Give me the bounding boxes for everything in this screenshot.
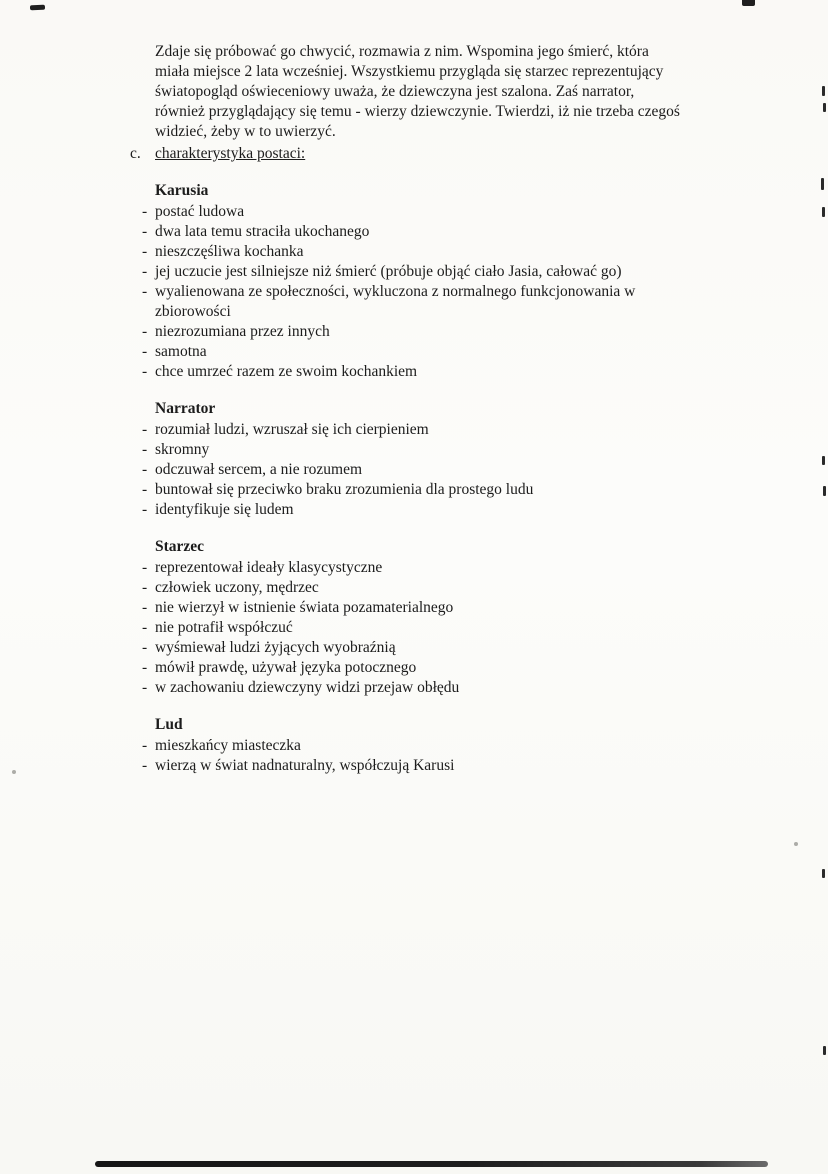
list-item-text: wyalienowana ze społeczności, wykluczona z normalnego funkcjonowania w zbiorowości [155,283,636,320]
scan-artifact-bottom-bar [95,1161,768,1167]
bullet-dash: - [142,223,148,240]
list-item [130,202,682,222]
list-item-text: jej uczucie jest silniejsze niż śmierć (próbuje objąć ciało Jasia, całować go) [155,263,622,280]
section-title: Starzec [155,538,205,555]
bullet-dash: - [142,441,148,458]
section-title: Lud [155,716,183,733]
scan-artifact-edge-mark [822,456,825,465]
list-item [130,578,682,598]
list-item-text: reprezentował ideały klasycystyczne [155,559,383,576]
scan-artifact-edge-mark [821,178,824,190]
list-item-text: skromny [155,441,210,458]
bullet-dash: - [142,659,148,676]
scan-artifact-edge-mark [822,86,825,96]
list-item [130,342,682,362]
bullet-dash: - [142,501,148,518]
bullet-dash: - [142,757,148,774]
list-item [130,736,682,756]
list-item-text: w zachowaniu dziewczyny widzi przejaw obłędu [155,679,460,696]
bullet-dash: - [142,639,148,656]
list-item [130,440,682,460]
bullet-dash: - [142,559,148,576]
bullet-dash: - [142,461,148,478]
list-item-text: rozumiał ludzi, wzruszał się ich cierpieniem [155,421,429,438]
list-item-text: samotna [155,343,207,360]
list-item-text: mieszkańcy miasteczka [155,737,301,754]
list-item-text: identyfikuje się ludem [155,501,294,518]
section-karusia [130,181,682,382]
bullet-dash: - [142,283,148,300]
bullet-dash: - [142,481,148,498]
document-body [130,42,682,776]
list-item [130,756,682,776]
bullet-dash: - [142,599,148,616]
list-item [130,658,682,678]
scan-artifact-edge-mark [822,207,825,217]
list-item-text: człowiek uczony, mędrzec [155,579,319,596]
list-item [130,558,682,578]
intro-paragraph: Zdaje się próbować go chwycić, rozmawia z nim. Wspomina jego śmierć, która miała miejsce 2 lata wcześniej. Wszystkiemu przygląda się starzec reprezentujący światopogląd oświeceniowy uważa, że dziewczyna jest szalona. Zaś narrator, również przyglądający się temu - wierzy dziewczynie. Twierdzi, iż nie trzeba czegoś widzieć, żeby w to uwierzyć. [155,43,680,140]
list-item-text: nie potrafił współczuć [155,619,293,636]
list-item-text: wierzą w świat nadnaturalny, współczują Karusi [155,757,455,774]
section-narrator [130,399,682,520]
list-item [130,598,682,618]
list-item [130,420,682,440]
scan-artifact-edge-mark [822,869,825,878]
list-item-text: mówił prawdę, używał języka potocznego [155,659,417,676]
bullet-dash: - [142,737,148,754]
bullet-dash: - [142,619,148,636]
section-title: Karusia [155,182,209,199]
list-item [130,638,682,658]
list-item [130,242,682,262]
list-item [130,222,682,242]
bullet-dash: - [142,243,148,260]
list-item [130,322,682,342]
scan-artifact-edge-mark [823,103,826,112]
section-heading: charakterystyka postaci: [155,145,306,162]
bullet-dash: - [142,323,148,340]
list-item [130,262,682,282]
section-starzec [130,537,682,698]
scan-artifact-top-left [30,5,45,11]
list-item-text: chce umrzeć razem ze swoim kochankiem [155,363,418,380]
scan-artifact-speck [794,842,798,846]
bullet-dash: - [142,579,148,596]
list-item-text: nieszczęśliwa kochanka [155,243,304,260]
outline-item-c [130,144,682,164]
scan-artifact-edge-mark [823,1046,826,1055]
section-title: Narrator [155,400,216,417]
list-item-text: nie wierzył w istnienie świata pozamaterialnego [155,599,454,616]
list-item [130,480,682,500]
list-item [130,362,682,382]
outline-marker: c. [130,145,141,162]
bullet-dash: - [142,343,148,360]
list-item [130,500,682,520]
list-item [130,282,682,322]
list-item-text: wyśmiewał ludzi żyjących wyobraźnią [155,639,396,656]
list-item [130,618,682,638]
scan-artifact-top-right [742,0,755,6]
list-item-text: odczuwał sercem, a nie rozumem [155,461,363,478]
scan-artifact-speck [12,770,16,774]
list-item [130,678,682,698]
bullet-dash: - [142,679,148,696]
bullet-dash: - [142,263,148,280]
list-item-text: buntował się przeciwko braku zrozumienia dla prostego ludu [155,481,534,498]
list-item-text: niezrozumiana przez innych [155,323,330,340]
section-lud [130,715,682,776]
bullet-dash: - [142,421,148,438]
list-item [130,460,682,480]
bullet-dash: - [142,363,148,380]
scan-artifact-edge-mark [823,486,826,496]
list-item-text: postać ludowa [155,203,245,220]
list-item-text: dwa lata temu straciła ukochanego [155,223,370,240]
bullet-dash: - [142,203,148,220]
